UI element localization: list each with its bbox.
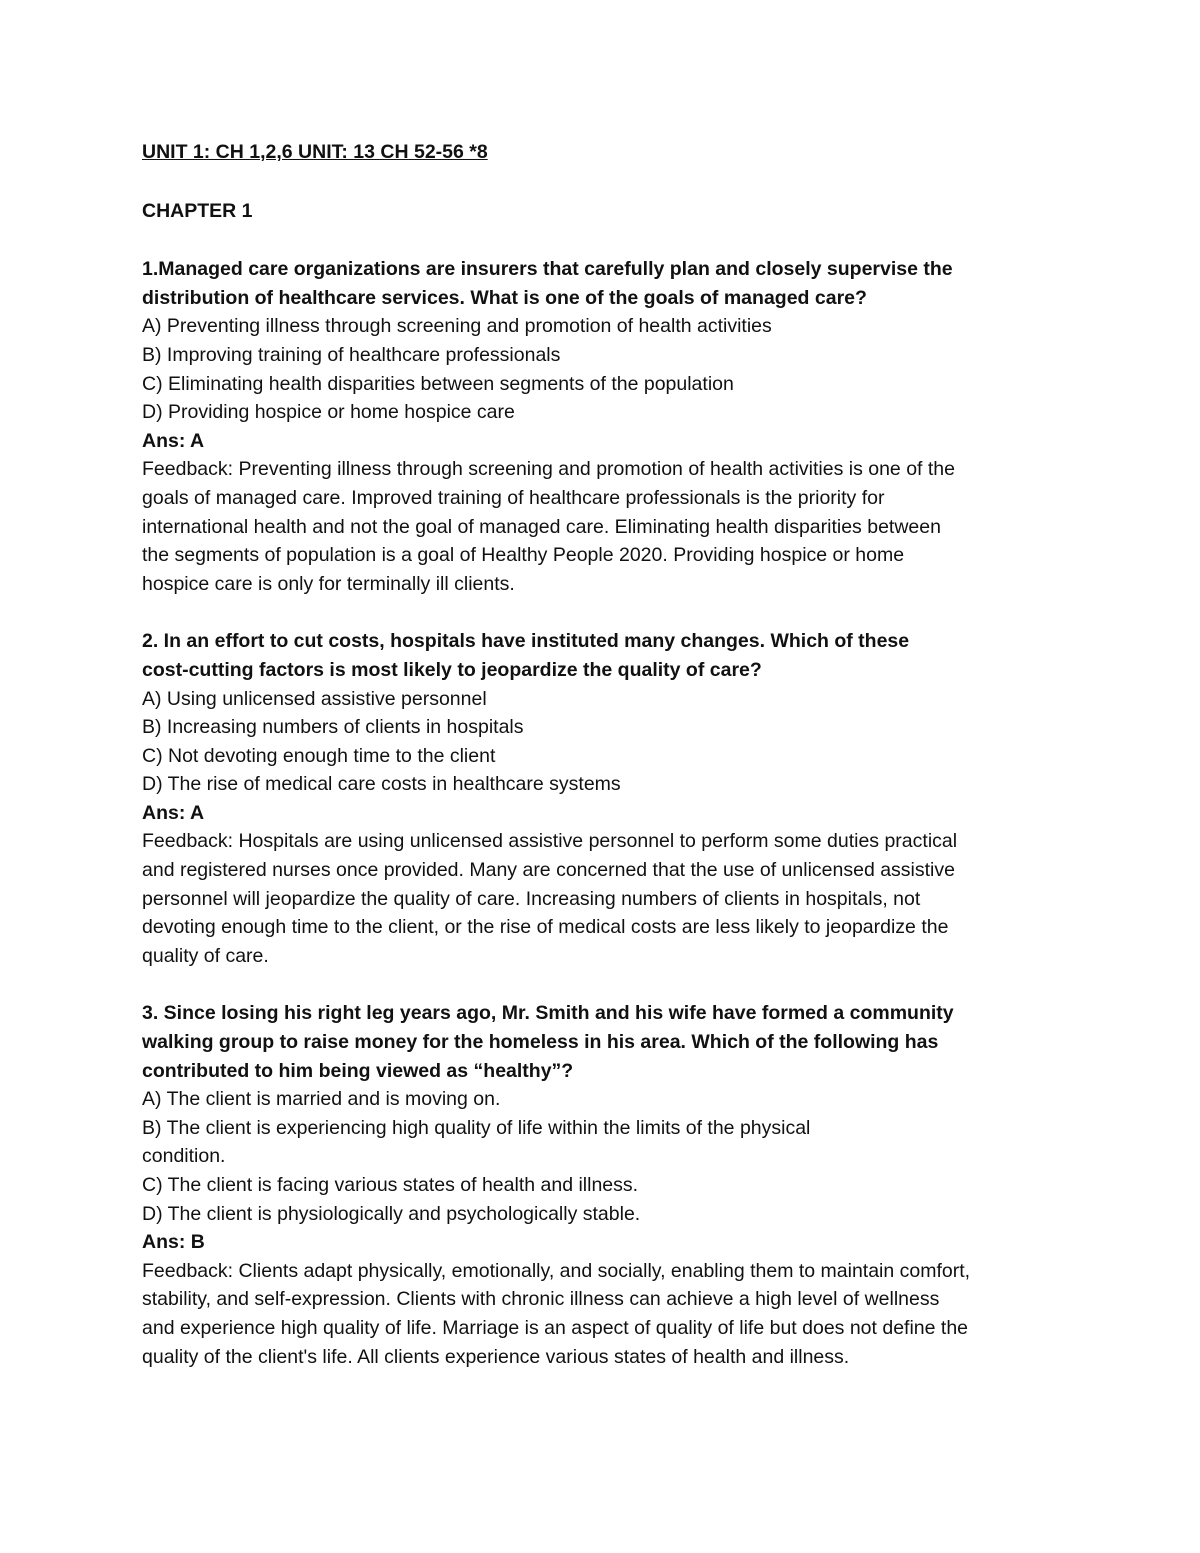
feedback-line: the segments of population is a goal of Healthy People 2020. Providing hospice or home <box>142 544 905 567</box>
option-c: C) The client is facing various states of health and illness. <box>142 1174 639 1196</box>
option-a: A) Using unlicensed assistive personnel <box>142 687 487 710</box>
option-b-continued: condition. <box>142 1145 226 1168</box>
answer: Ans: B <box>142 1231 205 1254</box>
question-stem-line: 3. Since losing his right leg years ago, Mr. Smith and his wife have formed a community <box>142 1002 954 1025</box>
feedback-line: hospice care is only for terminally ill clients. <box>142 572 515 595</box>
feedback <box>142 1257 1082 1371</box>
question-stem <box>142 255 1082 312</box>
answer: Ans: A <box>142 801 205 824</box>
question-stem-line: 1.Managed care organizations are insurers that carefully plan and closely supervise the <box>142 258 953 281</box>
feedback-line: stability, and self-expression. Clients with chronic illness can achieve a high level of wellness <box>142 1288 940 1311</box>
option-a: A) The client is married and is moving on. <box>142 1088 501 1111</box>
option-b: B) The client is experiencing high quality of life within the limits of the physical <box>142 1116 811 1139</box>
unit-header: UNIT 1: CH 1,2,6 UNIT: 13 CH 52-56 *8 <box>142 141 488 163</box>
feedback-line: and experience high quality of life. Marriage is an aspect of quality of life but does not define the <box>142 1316 969 1339</box>
option-a: A) Preventing illness through screening and promotion of health activities <box>142 315 772 338</box>
option-b: B) Improving training of healthcare professionals <box>142 343 561 366</box>
chapter-title: CHAPTER 1 <box>142 199 253 222</box>
answer: Ans: A <box>142 429 205 452</box>
feedback-line: goals of managed care. Improved training of healthcare professionals is the priority for <box>142 486 885 509</box>
option-d: D) The rise of medical care costs in healthcare systems <box>142 773 621 796</box>
document-page <box>142 138 1082 1371</box>
question-stem-line: contributed to him being viewed as “healthy”? <box>142 1059 574 1082</box>
question-stem-line: walking group to raise money for the homeless in his area. Which of the following has <box>142 1031 939 1054</box>
feedback-line: Feedback: Hospitals are using unlicensed assistive personnel to perform some duties practical <box>142 830 958 853</box>
feedback <box>142 455 1082 598</box>
option-c: C) Not devoting enough time to the client <box>142 744 496 767</box>
question-2 <box>142 627 1082 970</box>
question-stem-line: distribution of healthcare services. What is one of the goals of managed care? <box>142 286 867 309</box>
feedback-line: quality of care. <box>142 944 269 967</box>
feedback-line: devoting enough time to the client, or the rise of medical costs are less likely to jeopardize the <box>142 916 949 939</box>
question-1 <box>142 255 1082 598</box>
feedback <box>142 827 1082 970</box>
option-b: B) Increasing numbers of clients in hospitals <box>142 716 524 739</box>
question-stem <box>142 999 1082 1085</box>
option-d: D) Providing hospice or home hospice care <box>142 401 515 424</box>
option-d: D) The client is physiologically and psychologically stable. <box>142 1202 641 1225</box>
question-3 <box>142 999 1082 1371</box>
question-stem <box>142 627 1082 684</box>
option-c: C) Eliminating health disparities between segments of the population <box>142 372 734 395</box>
feedback-line: and registered nurses once provided. Many are concerned that the use of unlicensed assistive <box>142 859 955 882</box>
question-stem-line: 2. In an effort to cut costs, hospitals have instituted many changes. Which of these <box>142 630 910 653</box>
feedback-line: international health and not the goal of managed care. Eliminating health disparities between <box>142 515 941 538</box>
feedback-line: Feedback: Preventing illness through screening and promotion of health activities is one of the <box>142 458 955 481</box>
feedback-line: personnel will jeopardize the quality of care. Increasing numbers of clients in hospitals, not <box>142 887 921 910</box>
feedback-line: Feedback: Clients adapt physically, emotionally, and socially, enabling them to maintain comfort, <box>142 1259 971 1282</box>
feedback-line: quality of the client's life. All clients experience various states of health and illness. <box>142 1345 850 1368</box>
question-stem-line: cost-cutting factors is most likely to jeopardize the quality of care? <box>142 658 762 681</box>
